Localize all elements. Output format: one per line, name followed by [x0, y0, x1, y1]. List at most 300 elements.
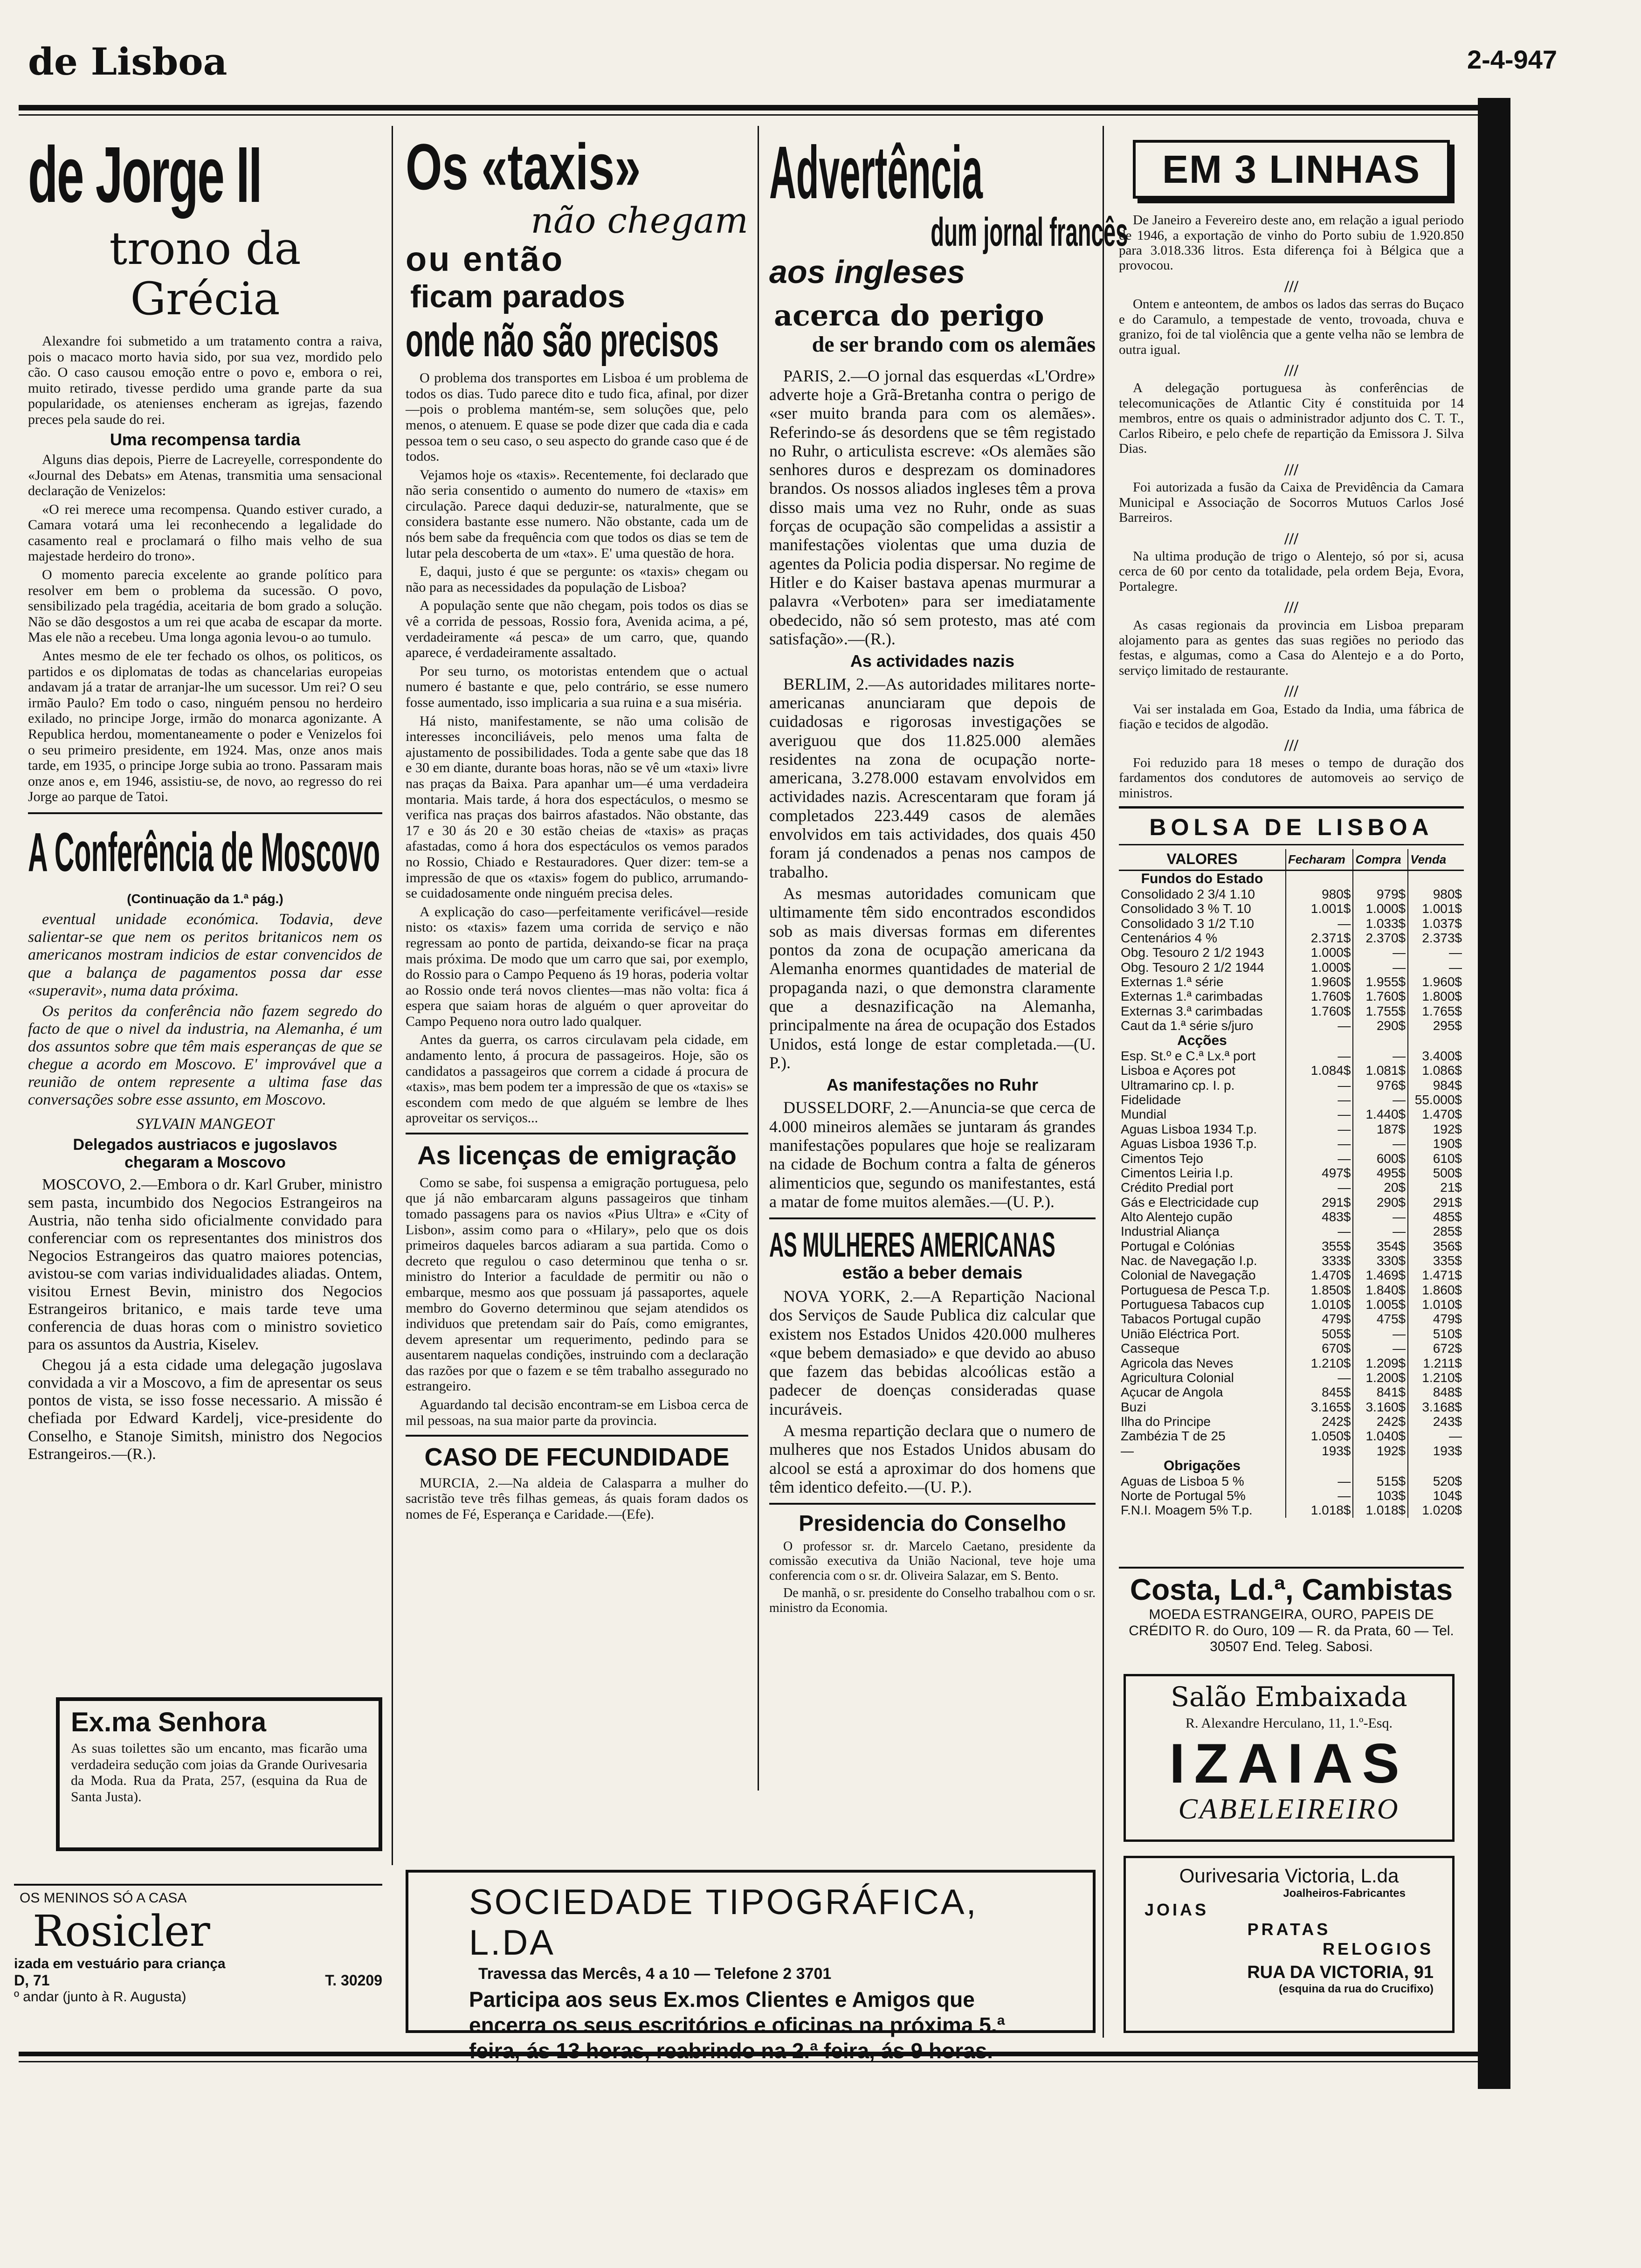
paragraph: Chegou já a esta cidade uma delegação jugoslava convidada a vir a Moscovo, a fim de apresentar os seus pontos de vista, se isso fosse necessario. A missão é chefiada por Edward Kardelj, vice-presidente do Conselho, e Stanoje Simitsh, ministro dos Negocios Estrangeiros.—(R.).	[28, 1356, 382, 1463]
bolsa-price-cell: 1.209$	[1353, 1356, 1408, 1370]
bolsa-price-cell: 510$	[1408, 1327, 1464, 1341]
presidencia-title: Presidencia do Conselho	[799, 1511, 1066, 1536]
bolsa-price-cell: 984$	[1408, 1078, 1464, 1093]
bolsa-row	[1119, 1385, 1464, 1399]
bolsa-price-cell: 1.760$	[1353, 989, 1408, 1003]
article-caso	[406, 1475, 748, 1522]
bolsa-price-cell: 193$	[1408, 1444, 1464, 1458]
bolsa-empty-cell	[1408, 1033, 1464, 1049]
bolsa-security-name: Cimentos Tejo	[1121, 1151, 1203, 1166]
paragraph: NOVA YORK, 2.—A Repartição Nacional dos Serviços de Saude Publica diz calcular que existem nos Estados Unidos 420.000 mulheres «que bebem demasiado» e que devido ao abuso que fazem das bebidas alcoólicas estão a padecer de doenças consideradas quase incuráveis.	[769, 1286, 1096, 1418]
bolsa-price-cell: 485$	[1408, 1210, 1464, 1224]
em-3-linhas-box	[1133, 140, 1450, 199]
bolsa-price-cell: 1.033$	[1353, 916, 1408, 931]
bolsa-row	[1119, 916, 1464, 931]
bolsa-row	[1119, 1166, 1464, 1180]
bolsa-price-cell: —	[1408, 945, 1464, 960]
paragraph: As mesmas autoridades comunicam que ultimamente têm sido encontrados escondidos sob as mais diversas formas em diferentes pontos da zona de ocupação americana da Alemanha enormes quantidades de material de propaganda nazi, o que demonstra claramente que a desnazificação na Alemanha, principalmente na área de ocupação dos Estados Unidos, está longe de estar completada.—(U. P.).	[769, 884, 1096, 1072]
women-title	[769, 1226, 1096, 1263]
column-3	[769, 131, 1128, 1618]
bolsa-price-cell: 335$	[1408, 1253, 1464, 1268]
paragraph: Alguns dias depois, Pierre de Lacreyelle, correspondente do «Journal des Debats» em Atenas, transmitia uma sensacional declaração de Venizelos:	[28, 451, 382, 499]
bolsa-row	[1119, 1297, 1464, 1312]
paragraph: PARIS, 2.—O jornal das esquerdas «L'Ordre» adverte hoje a Grã-Bretanha contra o perigo de «ser muito branda para com os alemães». Referindo-se ás desordens que se têm registado no Ruhr, o articulista escreve: «Os alemães são senhores duros e desprezam os dominadores brandos. Os nossos aliados ingleses têm a prova disso mais uma vez no Ruhr, onde as suas forças de ocupação são compelidas a assistir a manifestações violentas que uma duzia de agentes da Policia podia dispersar. No regime de Hitler e do Kaiser bastava apenas murmurar a palavra «Verboten» para ser imediatamente obedecido, não só sem protesto, mas até com satisfação».—(R.).	[769, 366, 1096, 648]
column-divider	[1103, 126, 1104, 2038]
bolsa-row	[1119, 1474, 1464, 1488]
bolsa-price-cell: —	[1353, 1136, 1408, 1151]
bolsa-security-name: Aguas Lisboa 1936 T.p.	[1121, 1136, 1257, 1151]
bolsa-price-cell: 354$	[1353, 1239, 1408, 1253]
headline-jorge-text: de Jorge II	[28, 131, 261, 219]
bolsa-price-cell: 3.400$	[1408, 1049, 1464, 1063]
ad-salao-addr: R. Alexandre Herculano, 11, 1.º-Esq.	[1186, 1715, 1393, 1731]
women-title-text: AS MULHERES AMERICANAS	[769, 1225, 1055, 1265]
paragraph: Vejamos hoje os «taxis». Recentemente, foi declarado que não seria consentido o aumento do numero de «taxis» em circulação. Parece daqui deduzir-se, naturalmente, que se considera bastante esse numero. Não obstante, cada um de nós bem sabe da frequência com que todos os dias se tem de lutar pela descoberta de um «tax». E' uma questão de hora.	[406, 467, 748, 561]
ad-salao-title: Salão Embaixada	[1171, 1681, 1407, 1713]
bolsa-price-cell: 1.440$	[1353, 1107, 1408, 1121]
ad-tipografica	[406, 1870, 1096, 2063]
bolsa-security-name: Lisboa e Açores pot	[1121, 1063, 1235, 1078]
bolsa-price-cell: 21$	[1408, 1180, 1464, 1195]
bolsa-row	[1119, 1049, 1464, 1063]
bolsa-price-cell: —	[1353, 1093, 1408, 1107]
article-taxis	[406, 370, 748, 1126]
bolsa-row	[1119, 1210, 1464, 1224]
bolsa-price-cell: 845$	[1286, 1385, 1353, 1399]
separator: ///	[1284, 277, 1298, 296]
ad-costa-text: MOEDA ESTRANGEIRA, OURO, PAPEIS DE CRÉDITO R. do Ouro, 109 — R. da Prata, 60 — Tel. 30507 End. Teleg. Sabosi.	[1129, 1607, 1454, 1654]
bolsa-group-row	[1119, 871, 1464, 887]
bolsa-price-cell: 841$	[1353, 1385, 1408, 1399]
column-1	[28, 131, 382, 1466]
ad-salao	[1124, 1674, 1455, 1842]
bolsa-price-cell: 355$	[1286, 1239, 1353, 1253]
ad-rosicler	[14, 1884, 382, 2033]
bolsa-row	[1119, 1341, 1464, 1355]
bolsa-security-name: Ultramarino cp. I. p.	[1121, 1078, 1235, 1093]
bolsa-price-cell: 1.037$	[1408, 916, 1464, 931]
bolsa-security-name: F.N.I. Moagem 5% T.p.	[1121, 1503, 1253, 1518]
bolsa-security-name: Alto Alentejo cupão	[1121, 1209, 1233, 1224]
brief-item: Na ultima produção de trigo o Alentejo, só por si, acusa cerca de 60 por cento da totalidade, pela ordem Beja, Evora, Portalegre.	[1119, 548, 1464, 594]
bolsa-row	[1119, 1327, 1464, 1341]
bolsa-price-cell: 980$	[1286, 887, 1353, 901]
bolsa-group-label: Fundos do Estado	[1141, 871, 1263, 887]
bolsa-security-name: Nac. de Navegação I.p.	[1121, 1253, 1257, 1268]
bolsa-price-cell: 979$	[1353, 887, 1408, 901]
bolsa-price-cell: 848$	[1408, 1385, 1464, 1399]
bolsa-price-cell: —	[1286, 1107, 1353, 1121]
divider	[1119, 1567, 1464, 1569]
caso-title: CASO DE FECUNDIDADE	[424, 1443, 730, 1472]
bolsa-price-cell: 291$	[1408, 1195, 1464, 1210]
bolsa-empty-cell	[1408, 1458, 1464, 1474]
ad-victoria-title: Ourivesaria Victoria, L.da	[1179, 1865, 1399, 1887]
bolsa-price-cell: —	[1286, 1474, 1353, 1488]
bolsa-row	[1119, 1093, 1464, 1107]
bolsa-price-cell: 980$	[1408, 887, 1464, 901]
ad-rosicler-name: Rosicler	[33, 1906, 210, 1956]
women-subtitle: estão a beber demais	[842, 1263, 1023, 1283]
bolsa-price-cell: 1.018$	[1353, 1503, 1408, 1517]
bolsa-row	[1119, 1268, 1464, 1282]
headline-moscovo	[28, 822, 382, 892]
bolsa-price-cell: 290$	[1353, 1018, 1408, 1033]
separator: ///	[1284, 529, 1298, 548]
bolsa-price-cell: 243$	[1408, 1414, 1464, 1429]
bolsa-price-cell: —	[1408, 960, 1464, 975]
bolsa-empty-cell	[1286, 871, 1353, 887]
bolsa-price-cell: 1.760$	[1286, 989, 1353, 1003]
brief-item: De Janeiro a Fevereiro deste ano, em relação a igual periodo de 1946, a exportação de vinho do Porto subiu de 1.920.850 para 3.018.336 litros. Esta diferença foi à Bélgica que a provocou.	[1119, 213, 1464, 273]
bolsa-price-cell: 1.211$	[1408, 1356, 1464, 1370]
bolsa-price-cell: —	[1353, 1049, 1408, 1063]
headline-taxis-text: Os «taxis»	[406, 130, 641, 203]
bolsa-group-label: Obrigações	[1163, 1458, 1241, 1474]
bolsa-header: Venda	[1408, 849, 1464, 870]
ad-costa-title: Costa, Ld.ª, Cambistas	[1130, 1573, 1453, 1606]
paragraph: E, daqui, justo é que se pergunte: os «taxis» chegam ou não para as necessidades da população de Lisboa?	[406, 564, 748, 595]
bolsa-price-cell: 1.800$	[1408, 989, 1464, 1003]
bolsa-price-cell: 1.005$	[1353, 1297, 1408, 1312]
bolsa-row	[1119, 1414, 1464, 1429]
paragraph: MOSCOVO, 2.—Embora o dr. Karl Gruber, ministro sem pasta, incumbido dos Negocios Estrangeiros na Austria, não tenha sido oficialmente convidado para conferenciar com os representantes dos ministros dos Negocios Estrangeiros das quatro maiores potencias, avistou-se com varias individualidades aliadas. Ontem, visitou Ernest Bevin, ministro dos Negocios Estrangeiros britanico, e mais tarde teve uma conferencia de duas horas com o ministro sovietico para os assuntos da Austria, Kiselev.	[28, 1176, 382, 1354]
subhead-onde-text: onde não são precisos	[406, 314, 719, 367]
bolsa-row	[1119, 1370, 1464, 1385]
ad-senhora-text: As suas toilettes são um encanto, mas ficarão uma verdadeira sedução com joias da Grande Ourivesaria da Moda. Rua da Prata, 257, (esquina da Rua de Santa Justa).	[71, 1741, 367, 1805]
top-rule-thin	[19, 114, 1492, 116]
bolsa-price-cell: —	[1353, 1210, 1408, 1224]
bolsa-security-name: Aguas de Lisboa 5 %	[1121, 1473, 1244, 1488]
bolsa-row	[1119, 975, 1464, 989]
bolsa-security-name: Casseque	[1121, 1341, 1180, 1356]
bolsa-row	[1119, 1503, 1464, 1517]
brief-item: As casas regionais da provincia em Lisboa preparam alojamento para as gentes das suas regiões no periodo das festas, e algumas, como a Casa do Alentejo e a do Porto, serviço limitado de restaurante.	[1119, 617, 1464, 678]
bolsa-title: BOLSA DE LISBOA	[1149, 814, 1434, 841]
brief-item: Vai ser instalada em Goa, Estado da India, uma fábrica de fiação e tecidos de algodão.	[1119, 701, 1464, 732]
ad-rosicler-phone: T. 30209	[325, 1972, 382, 1989]
separator: ///	[1284, 361, 1298, 380]
bolsa-price-cell: 190$	[1408, 1136, 1464, 1151]
bolsa-price-cell: —	[1286, 1078, 1353, 1093]
bolsa-price-cell: —	[1353, 945, 1408, 960]
subhead-ou-entao: ou então	[406, 240, 565, 279]
bolsa-security-name: Mundial	[1121, 1107, 1167, 1122]
divider	[406, 1435, 748, 1437]
article-moscovo	[28, 911, 382, 1133]
headline-advertencia	[769, 131, 1096, 214]
bolsa-price-cell: 103$	[1353, 1488, 1408, 1503]
bolsa-price-cell: —	[1286, 1049, 1353, 1063]
bolsa-price-cell: —	[1353, 1224, 1408, 1238]
ad-rosicler-addr: D, 71	[14, 1972, 50, 1989]
headline-moscovo-text: A Conferência de Moscovo	[28, 821, 380, 883]
bolsa-price-cell: 290$	[1353, 1195, 1408, 1210]
bolsa-row	[1119, 1136, 1464, 1151]
bolsa-price-cell: —	[1286, 1018, 1353, 1033]
byline: SYLVAIN MANGEOT	[136, 1115, 274, 1133]
ad-rosicler-floor: º andar (junto à R. Augusta)	[14, 1989, 186, 2005]
separator: ///	[1284, 735, 1298, 754]
ad-salao-sub: CABELEIREIRO	[1178, 1793, 1400, 1825]
bolsa-price-cell: —	[1286, 1093, 1353, 1107]
separator: ///	[1284, 460, 1298, 479]
subhead-nao-chegam: não chegam	[531, 200, 748, 241]
bolsa-price-cell: 1.210$	[1286, 1356, 1353, 1370]
paragraph: Por seu turno, os motoristas entendem que o actual numero é bastante e que, pelo contrário, se esse numero fosse aumentado, isso implicaria a sua ruina e a sua miséria.	[406, 663, 748, 711]
bolsa-security-name: Consolidado 3 1/2 T.10	[1121, 916, 1254, 931]
bolsa-price-cell: —	[1353, 960, 1408, 975]
brief-item: Foi reduzido para 18 meses o tempo de duração dos fardamentos dos condutores de automoveis ao serviço de ministros.	[1119, 755, 1464, 801]
bolsa-price-cell: 242$	[1353, 1414, 1408, 1429]
bolsa-price-cell: —	[1408, 1429, 1464, 1443]
bolsa-row	[1119, 1063, 1464, 1078]
bolsa-price-cell: 3.168$	[1408, 1400, 1464, 1414]
masthead-title: de Lisboa	[28, 40, 228, 83]
divider	[769, 1503, 1096, 1505]
paragraph: A mesma repartição declara que o numero de mulheres que nos Estados Unidos abusam do alcool se está a aproximar do dos homens que têm identico defeito.—(U. P.).	[769, 1421, 1096, 1496]
bolsa-security-name: Externas 3.ª carimbadas	[1121, 1003, 1263, 1018]
bolsa-row	[1119, 1195, 1464, 1210]
ad-rosicler-top: OS MENINOS SÓ A CASA	[20, 1890, 187, 1906]
ad-rosicler-contact	[14, 1972, 382, 1989]
bolsa-price-cell: 495$	[1353, 1166, 1408, 1180]
bolsa-price-cell: 2.370$	[1353, 931, 1408, 945]
bolsa-security-name: Colonial de Navegação	[1121, 1268, 1256, 1283]
bolsa-row	[1119, 1122, 1464, 1136]
bolsa-price-cell: 295$	[1408, 1018, 1464, 1033]
bolsa-price-cell: 600$	[1353, 1151, 1408, 1166]
bolsa-security-name: Ilha do Principe	[1121, 1414, 1211, 1429]
bolsa-row	[1119, 1488, 1464, 1503]
bolsa-price-cell: —	[1353, 1327, 1408, 1341]
bolsa-row	[1119, 901, 1464, 916]
bolsa-body	[1119, 871, 1464, 1518]
paragraph: Como se sabe, foi suspensa a emigração portuguesa, pelo que já não embarcaram alguns passageiros que tinham tomado passagens para os navios «Pius Ultra» e «City of Lisbon», assim como para o «Hilary», pelo que os dois primeiros daqueles barcos adiaram a sua partida. Como o decreto que regulou o caso determinou que tenha o sr. ministro do Interior a faculdade de permitir ou não o embarque, mesmo aos que possuam já passaportes, aquele membro do Governo determinou que sejam atendidos os individuos que pretendam sair do País, como emigrantes, devem apresentar um requerimento, pedindo para se ausentarem naquelas condições, instruindo com a declaração das razões por que o fazem e se têm trabalho assegurado no estrangeiro.	[406, 1175, 748, 1394]
ad-victoria-corner: (esquina da rua do Crucifixo)	[1278, 1983, 1434, 1995]
bolsa-security-name: Consolidado 2 3/4 1.10	[1121, 886, 1255, 901]
subhead-ficam-parados: ficam parados	[410, 278, 626, 314]
bolsa-price-cell: 1.000$	[1286, 945, 1353, 960]
bolsa-price-cell: 1.200$	[1353, 1370, 1408, 1385]
bolsa-row	[1119, 931, 1464, 945]
divider	[406, 1133, 748, 1134]
bolsa-price-cell: 1.050$	[1286, 1429, 1353, 1443]
bolsa-empty-cell	[1353, 1458, 1408, 1474]
paragraph: Antes mesmo de ele ter fechado os olhos, os politicos, os partidos e os diplomatas de todas as chancelarias europeias andavam já a tratar de arranjar-lhe um sucessor. Um rei? O seu irmão Paulo? Em todo o caso, ninguém pensou no herdeiro exilado, no principe Jorge, irmão do monarca agonizante. A Republica herdou, momentaneamente o poder e Venizelos foi o seu primeiro presidente, em 1924. Mas, onze anos mais tarde, em 1935, o principe Jorge subia ao trono. Passaram mais onze anos e, em 1946, assistiu-se, de novo, ao regresso do rei Jorge ao parque de Tatoi.	[28, 648, 382, 805]
bolsa-price-cell: 1.755$	[1353, 1004, 1408, 1018]
emigracao-title: As licenças de emigração	[417, 1141, 737, 1170]
continuation-note: (Continuação da 1.ª pág.)	[127, 891, 283, 906]
column-2	[406, 131, 748, 1525]
ad-senhora	[56, 1697, 382, 1851]
bolsa-empty-cell	[1408, 871, 1464, 887]
bolsa-price-cell: 479$	[1286, 1312, 1353, 1326]
bolsa-price-cell: —	[1286, 1122, 1353, 1136]
paragraph: Antes da guerra, os carros circulavam pela cidade, em andamento lento, á procura de passageiros. Hoje, são os candidatos a passageiros que correm a cidade á procura de «taxis», mas bem podem ter a impressão de que os «taxis» se escondem com medo de que alguém se lembre de lhes aproveitar os serviços...	[406, 1032, 748, 1126]
ad-costa	[1119, 1567, 1464, 1655]
right-border	[1478, 98, 1510, 2089]
ad-rosicler-line: izada em vestuário para criança	[14, 1956, 226, 1971]
divider	[14, 1884, 382, 1886]
headline-taxis	[406, 131, 748, 201]
subhead-ingleses: aos ingleses	[769, 254, 965, 290]
bolsa-price-cell: 192$	[1353, 1444, 1408, 1458]
subhead-jornal-text: dum jornal francês	[931, 210, 1128, 255]
bolsa-security-name: Zambézia T de 25	[1121, 1429, 1226, 1444]
masthead-date: 2-4-947	[1467, 45, 1557, 74]
bolsa-price-cell: 1.469$	[1353, 1268, 1408, 1282]
bolsa-price-cell: 1.086$	[1408, 1063, 1464, 1078]
section-title: As manifestações no Ruhr	[826, 1075, 1039, 1095]
bolsa-empty-cell	[1286, 1458, 1353, 1474]
bolsa-security-name: Externas 1.ª carimbadas	[1121, 989, 1263, 1004]
brief-item: Foi autorizada a fusão da Caixa de Previdência da Camara Municipal e Associação de Socorros Mutuos Carlos José Barreiros.	[1119, 480, 1464, 526]
bolsa-price-cell: 1.000$	[1286, 960, 1353, 975]
bolsa-price-cell: —	[1286, 1136, 1353, 1151]
bolsa-price-cell: 3.165$	[1286, 1400, 1353, 1414]
divider	[1119, 806, 1464, 809]
bolsa-price-cell: 1.840$	[1353, 1283, 1408, 1297]
bolsa-security-name: Açucar de Angola	[1121, 1385, 1223, 1400]
bolsa-price-cell: 1.001$	[1286, 901, 1353, 916]
bolsa-price-cell: 242$	[1286, 1414, 1353, 1429]
ad-tipografica-title: SOCIEDADE TIPOGRÁFICA, L.DA	[469, 1882, 978, 1963]
section-title: Uma recompensa tardia	[110, 429, 301, 449]
paragraph: De manhã, o sr. presidente do Conselho trabalhou com o sr. ministro da Economia.	[769, 1586, 1096, 1615]
bolsa-price-cell: 1.960$	[1408, 975, 1464, 989]
bolsa-price-cell: 1.471$	[1408, 1268, 1464, 1282]
bolsa-price-cell: 1.765$	[1408, 1004, 1464, 1018]
bolsa-header: VALORES	[1119, 849, 1286, 870]
bolsa-security-name: Agricultura Colonial	[1121, 1370, 1234, 1385]
ad-victoria-addr: RUA DA VICTORIA, 91	[1247, 1963, 1434, 1982]
bolsa-price-cell: 1.040$	[1353, 1429, 1408, 1443]
bolsa-row	[1119, 1078, 1464, 1093]
ad-tipografica-address: Travessa das Mercês, 4 a 10 — Telefone 2 3701	[478, 1965, 832, 1983]
paragraph: O professor sr. dr. Marcelo Caetano, presidente da comissão executiva da União Nacional, teve hoje uma conferencia com o sr. dr. Oliveira Salazar, em S. Bento.	[769, 1539, 1096, 1583]
bolsa-price-cell: 187$	[1353, 1122, 1408, 1136]
bolsa-security-name: Esp. St.º e C.ª Lx.ª port	[1121, 1049, 1256, 1063]
bolsa-price-cell: 497$	[1286, 1166, 1353, 1180]
bolsa-security-name: Crédito Predial port	[1121, 1180, 1234, 1195]
bolsa-row	[1119, 1356, 1464, 1370]
bolsa-row	[1119, 1018, 1464, 1033]
bolsa-row	[1119, 1107, 1464, 1121]
bolsa-price-cell: 356$	[1408, 1239, 1464, 1253]
ad-salao-name: IZAIAS	[1169, 1732, 1409, 1795]
bolsa-security-name: Portuguesa Tabacos cup	[1121, 1297, 1264, 1312]
bolsa-table	[1119, 849, 1464, 1517]
bolsa-empty-cell	[1353, 1033, 1408, 1049]
bolsa-price-cell: 1.470$	[1286, 1268, 1353, 1282]
divider	[28, 812, 382, 814]
bolsa-security-name: Consolidado 3 % T. 10	[1121, 901, 1251, 916]
article-presidencia	[769, 1539, 1096, 1615]
bolsa-price-cell: 2.373$	[1408, 931, 1464, 945]
bolsa-security-name: Obg. Tesouro 2 1/2 1943	[1121, 945, 1264, 960]
bolsa-security-name: Portuguesa de Pesca T.p.	[1121, 1282, 1270, 1297]
paragraph: MURCIA, 2.—Na aldeia de Calasparra a mulher do sacristão teve três filhas gemeas, ás quais foram dados os nomes de Fé, Esperança e Caridade.—(Efe).	[406, 1475, 748, 1522]
bolsa-price-cell: —	[1286, 1370, 1353, 1385]
subhead-onde	[406, 314, 748, 366]
bolsa-price-cell: 1.210$	[1408, 1370, 1464, 1385]
ad-victoria-w3: RELOGIOS	[1322, 1939, 1434, 1958]
bolsa-row	[1119, 960, 1464, 975]
bolsa-price-cell: 520$	[1408, 1474, 1464, 1488]
subhead-jornal	[769, 210, 1128, 255]
bolsa-price-cell: 505$	[1286, 1327, 1353, 1341]
bolsa-price-cell: 1.850$	[1286, 1283, 1353, 1297]
bolsa-security-name: Centenários 4 %	[1121, 930, 1218, 945]
section-title: Delegados austriacos e jugoslavos chegaram a Moscovo	[73, 1136, 338, 1172]
paragraph: O problema dos transportes em Lisboa é um problema de todos os dias. Tudo parece dito e tudo fica, afinal, por dizer—pois o problema mantém-se, sem soluções que, pelo menos, o atenuem. E quase se pode dizer que cada dia e cada pessoa tem o seu caso, o seu aspecto do grande caso que é de todos.	[406, 370, 748, 464]
bolsa-security-name: Agricola das Neves	[1121, 1355, 1234, 1370]
bolsa-row	[1119, 1429, 1464, 1443]
divider	[1119, 844, 1464, 845]
subhead-grecia: trono da Grécia	[109, 222, 301, 325]
bolsa-group-row	[1119, 1458, 1464, 1474]
bolsa-empty-cell	[1353, 871, 1408, 887]
brief-item: Ontem e anteontem, de ambos os lados das serras do Buçaco e do Caramulo, a tempestade de vento, trovoada, chuva e granizo, foi de tal violência que a gente velha não se lembra de outra igual.	[1119, 297, 1464, 357]
bolsa-security-name: Buzi	[1121, 1399, 1146, 1414]
column-4	[1119, 140, 1464, 1518]
bolsa-price-cell: 1.084$	[1286, 1063, 1353, 1078]
bolsa-header: Compra	[1353, 849, 1408, 870]
bolsa-security-name: Industrial Aliança	[1121, 1224, 1220, 1239]
ad-victoria-w1: JOIAS	[1145, 1900, 1209, 1919]
bolsa-row	[1119, 1400, 1464, 1414]
paragraph: eventual unidade económica. Todavia, deve salientar-se que nem os peritos britanicos nem os americanos mostram indicios de estar convencidos de que a balança de pagamentos possa dar esse «superavit», numa data próxima.	[28, 911, 382, 999]
bolsa-price-cell: 500$	[1408, 1166, 1464, 1180]
bolsa-price-cell: 483$	[1286, 1210, 1353, 1224]
em-3-linhas-title: EM 3 LINHAS	[1162, 147, 1421, 191]
bolsa-row	[1119, 1180, 1464, 1195]
bolsa-empty-cell	[1286, 1033, 1353, 1049]
bolsa-price-cell: 192$	[1408, 1122, 1464, 1136]
bolsa-price-cell: 55.000$	[1408, 1093, 1464, 1107]
article-advertencia	[769, 366, 1096, 1211]
paragraph: Aguardando tal decisão encontram-se em Lisboa cerca de mil pessoas, na sua maior parte da provincia.	[406, 1397, 748, 1428]
bolsa-price-cell: 104$	[1408, 1488, 1464, 1503]
subhead-brando: de ser brando com os alemães	[812, 332, 1096, 357]
bolsa-price-cell: 1.010$	[1408, 1297, 1464, 1312]
bolsa-header: Fecharam	[1286, 849, 1353, 870]
section-title: As actividades nazis	[850, 651, 1015, 671]
bolsa-price-cell: 291$	[1286, 1195, 1353, 1210]
bolsa-price-cell: 1.960$	[1286, 975, 1353, 989]
ad-victoria-w2: PRATAS	[1247, 1920, 1331, 1939]
bolsa-price-cell: 672$	[1408, 1341, 1464, 1355]
bolsa-price-cell: 193$	[1286, 1444, 1353, 1458]
separator: ///	[1284, 598, 1298, 617]
bolsa-security-name: Gás e Electricidade cup	[1121, 1195, 1259, 1210]
article-emigracao	[406, 1175, 748, 1429]
ad-senhora-title: Ex.ma Senhora	[71, 1707, 267, 1737]
bolsa-row	[1119, 1253, 1464, 1268]
subhead-perigo: acerca do perigo	[774, 298, 1044, 333]
article-mulheres	[769, 1287, 1096, 1496]
bolsa-row	[1119, 1004, 1464, 1018]
bolsa-price-cell: 479$	[1408, 1312, 1464, 1326]
bolsa-price-cell: 1.470$	[1408, 1107, 1464, 1121]
bolsa-price-cell: —	[1286, 1151, 1353, 1166]
bolsa-security-name: Aguas Lisboa 1934 T.p.	[1121, 1121, 1257, 1136]
ad-tipografica-text: Participa aos seus Ex.mos Clientes e Amigos que encerra os seus escritórios e oficinas na próxima 5.ª feira, ás 13 horas, reabrindo na 2.ª feira, ás 9 horas.	[469, 1987, 1005, 2063]
bolsa-row	[1119, 945, 1464, 960]
paragraph: Os peritos da conferência não fazem segredo do facto de que o nivel da industria, na Alemanha, é um dos assuntos sobre que têm mais esperanças de que se chegue a acordo em Moscovo. E' improvável que a reunião de ontem represente a ultima fase das conversações sobre esse assunto, em Moscovo.	[28, 1002, 382, 1109]
bolsa-price-cell: 2.371$	[1286, 931, 1353, 945]
